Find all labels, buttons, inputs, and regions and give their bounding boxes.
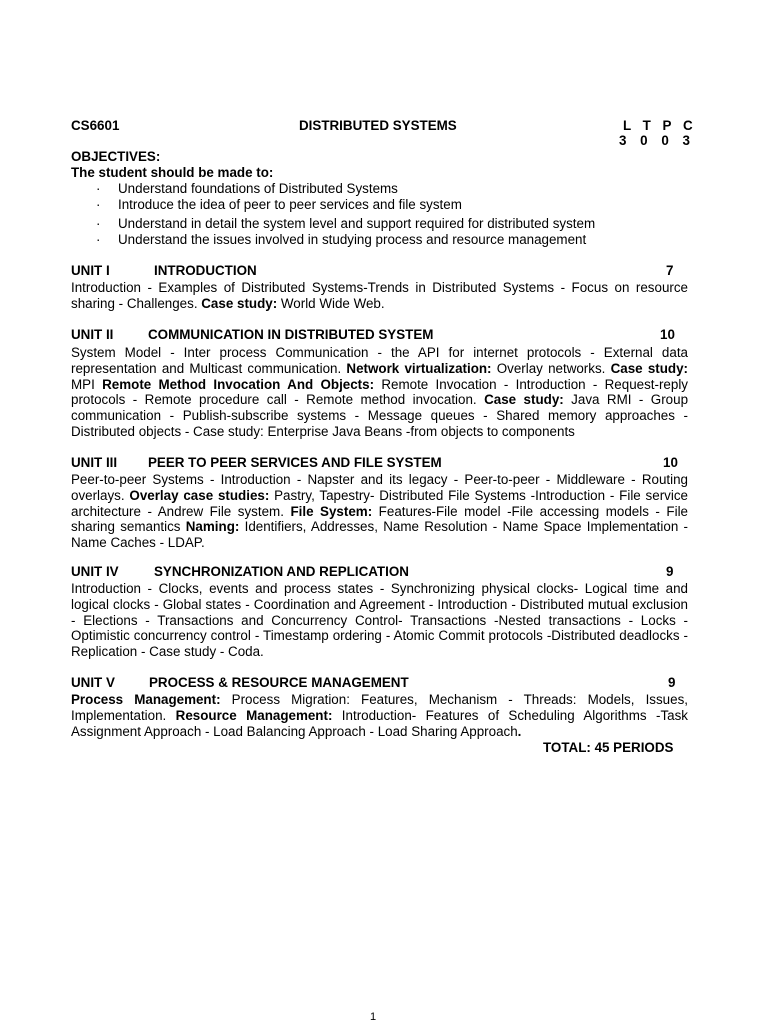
bullet-icon: · (96, 197, 101, 212)
unit-2-label: UNIT II (71, 327, 114, 342)
unit-1-hours: 7 (666, 263, 674, 278)
ltpc-values: 3 0 0 3 (619, 133, 695, 148)
unit-5-title: PROCESS & RESOURCE MANAGEMENT (149, 675, 409, 690)
objectives-intro: The student should be made to: (71, 165, 274, 180)
page-number: 1 (370, 1011, 377, 1023)
objective-item: Introduce the idea of peer to peer services and file system (118, 197, 462, 212)
course-code: CS6601 (71, 118, 120, 133)
objective-item: Understand foundations of Distributed Systems (118, 181, 398, 196)
unit-4-title: SYNCHRONIZATION AND REPLICATION (154, 564, 409, 579)
unit-3-label: UNIT III (71, 455, 118, 470)
unit-3-body: Peer-to-peer Systems - Introduction - Napster and its legacy - Peer-to-peer - Middleware - Routing overlays. Overlay case studies: Pastry, Tapestry- Distributed File Systems -Introduction - File service architecture - Andrew File system. File System: Features-File model -File accessing models - File sharing semantics Naming: Identifiers, Addresses, Name Resolution - Name Space Implementation - Name Caches - LDAP. (71, 472, 689, 551)
unit-3-title: PEER TO PEER SERVICES AND FILE SYSTEM (148, 455, 442, 470)
objectives-heading: OBJECTIVES: (71, 149, 161, 164)
unit-2-hours: 10 (660, 327, 675, 342)
course-title: DISTRIBUTED SYSTEMS (299, 118, 457, 133)
total-periods: TOTAL: 45 PERIODS (543, 740, 674, 755)
unit-5-label: UNIT V (71, 675, 115, 690)
unit-1-body: Introduction - Examples of Distributed Systems-Trends in Distributed Systems - Focus on resource sharing - Challenges. Case study: World Wide Web. (71, 280, 688, 311)
unit-1-title: INTRODUCTION (154, 263, 257, 278)
objective-item: Understand in detail the system level and support required for distributed system (118, 216, 596, 231)
bullet-icon: · (96, 232, 101, 247)
unit-4-label: UNIT IV (71, 564, 119, 579)
unit-2-body: System Model - Inter process Communication - the API for internet protocols - External data representation and Multicast communication. Network virtualization: Overlay networks. Case study: MPI Remote Method Invocation And Objects: Remote Invocation - Introduction - Request-reply protocols - Remote procedure call - Remote method invocation. Case study: Java RMI - Group communication - Publish-subscribe systems - Message queues - Shared memory approaches - Distributed objects - Case study: Enterprise Java Beans -from objects to components (71, 345, 689, 439)
unit-5-body: Process Management: Process Migration: Features, Mechanism - Threads: Models, Issues, Implementation. Resource Management: Introduction- Features of Scheduling Algorithms -Task Assignment Approach - Load Balancing Approach - Load Sharing Approach. (71, 692, 688, 739)
unit-3-hours: 10 (663, 455, 678, 470)
unit-1-label: UNIT I (71, 263, 110, 278)
bullet-icon: · (96, 216, 101, 231)
unit-2-title: COMMUNICATION IN DISTRIBUTED SYSTEM (148, 327, 434, 342)
unit-4-body: Introduction - Clocks, events and process states - Synchronizing physical clocks- Logical time and logical clocks - Global states - Coordination and Agreement - Introduction - Distributed mutual exclusion - Elections - Transactions and Concurrency Control- Transactions -Nested transactions - Locks - Optimistic concurrency control - Timestamp ordering - Atomic Commit protocols -Distributed deadlocks - Replication - Case study - Coda. (71, 581, 688, 660)
unit-5-hours: 9 (668, 675, 676, 690)
ltpc-labels: L T P C (623, 118, 697, 133)
unit-4-hours: 9 (666, 564, 674, 579)
bullet-icon: · (96, 181, 101, 196)
objective-item: Understand the issues involved in studying process and resource management (118, 232, 587, 247)
